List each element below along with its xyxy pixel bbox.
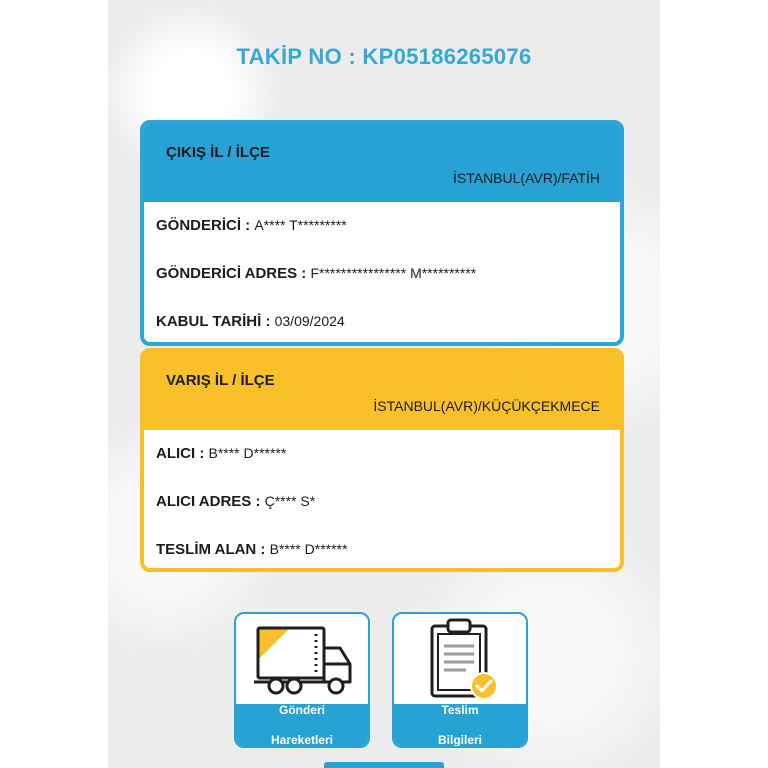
- destination-title: VARIŞ İL / İLÇE: [166, 372, 275, 389]
- delivery-info-button[interactable]: [392, 612, 528, 748]
- recipient-address-row: [156, 488, 620, 536]
- received-by-label: TESLİM ALAN :: [156, 541, 270, 558]
- sender-address-value: F**************** M**********: [310, 265, 477, 281]
- delivery-info-label-line2: Bilgileri: [437, 732, 482, 747]
- acceptance-date-row: [156, 308, 620, 346]
- delivery-info-label-line1: Teslim: [441, 702, 479, 717]
- origin-location: İSTANBUL(AVR)/FATİH: [452, 170, 600, 186]
- sender-label: GÖNDERİCİ :: [156, 217, 255, 234]
- destination-card: [140, 348, 624, 572]
- origin-details: [144, 202, 620, 346]
- origin-card-header: [144, 124, 620, 202]
- shipment-movements-label: [236, 704, 368, 746]
- sender-row: [156, 212, 620, 260]
- recipient-address-value: Ç**** S*: [264, 493, 316, 509]
- sender-value: A**** T*********: [254, 217, 347, 233]
- bottom-action-bar[interactable]: [324, 762, 444, 768]
- origin-title: ÇIKIŞ İL / İLÇE: [166, 144, 270, 161]
- recipient-label: ALICI :: [156, 445, 209, 462]
- clipboard-check-icon: [394, 614, 526, 706]
- acceptance-date-label: KABUL TARİHİ :: [156, 313, 275, 330]
- tracking-number: TAKİP NO : KP05186265076: [236, 44, 532, 69]
- received-by-row: [156, 536, 620, 572]
- sender-address-label: GÖNDERİCİ ADRES :: [156, 265, 311, 282]
- recipient-address-label: ALICI ADRES :: [156, 493, 265, 510]
- shipment-movements-label-line2: Hareketleri: [270, 732, 334, 747]
- destination-details: [144, 430, 620, 572]
- acceptance-date-value: 03/09/2024: [274, 313, 345, 329]
- shipment-movements-label-line1: Gönderi: [278, 702, 325, 717]
- recipient-row: [156, 440, 620, 488]
- origin-card: [140, 120, 624, 346]
- delivery-info-label: [394, 704, 526, 746]
- shipment-movements-button[interactable]: [234, 612, 370, 748]
- destination-card-header: [144, 352, 620, 430]
- recipient-value: B**** D******: [208, 445, 287, 461]
- sender-address-row: [156, 260, 620, 308]
- received-by-value: B**** D******: [269, 541, 348, 557]
- truck-icon: [236, 614, 368, 706]
- destination-location: İSTANBUL(AVR)/KÜÇÜKÇEKMECE: [373, 398, 600, 414]
- app-screen: [108, 0, 660, 768]
